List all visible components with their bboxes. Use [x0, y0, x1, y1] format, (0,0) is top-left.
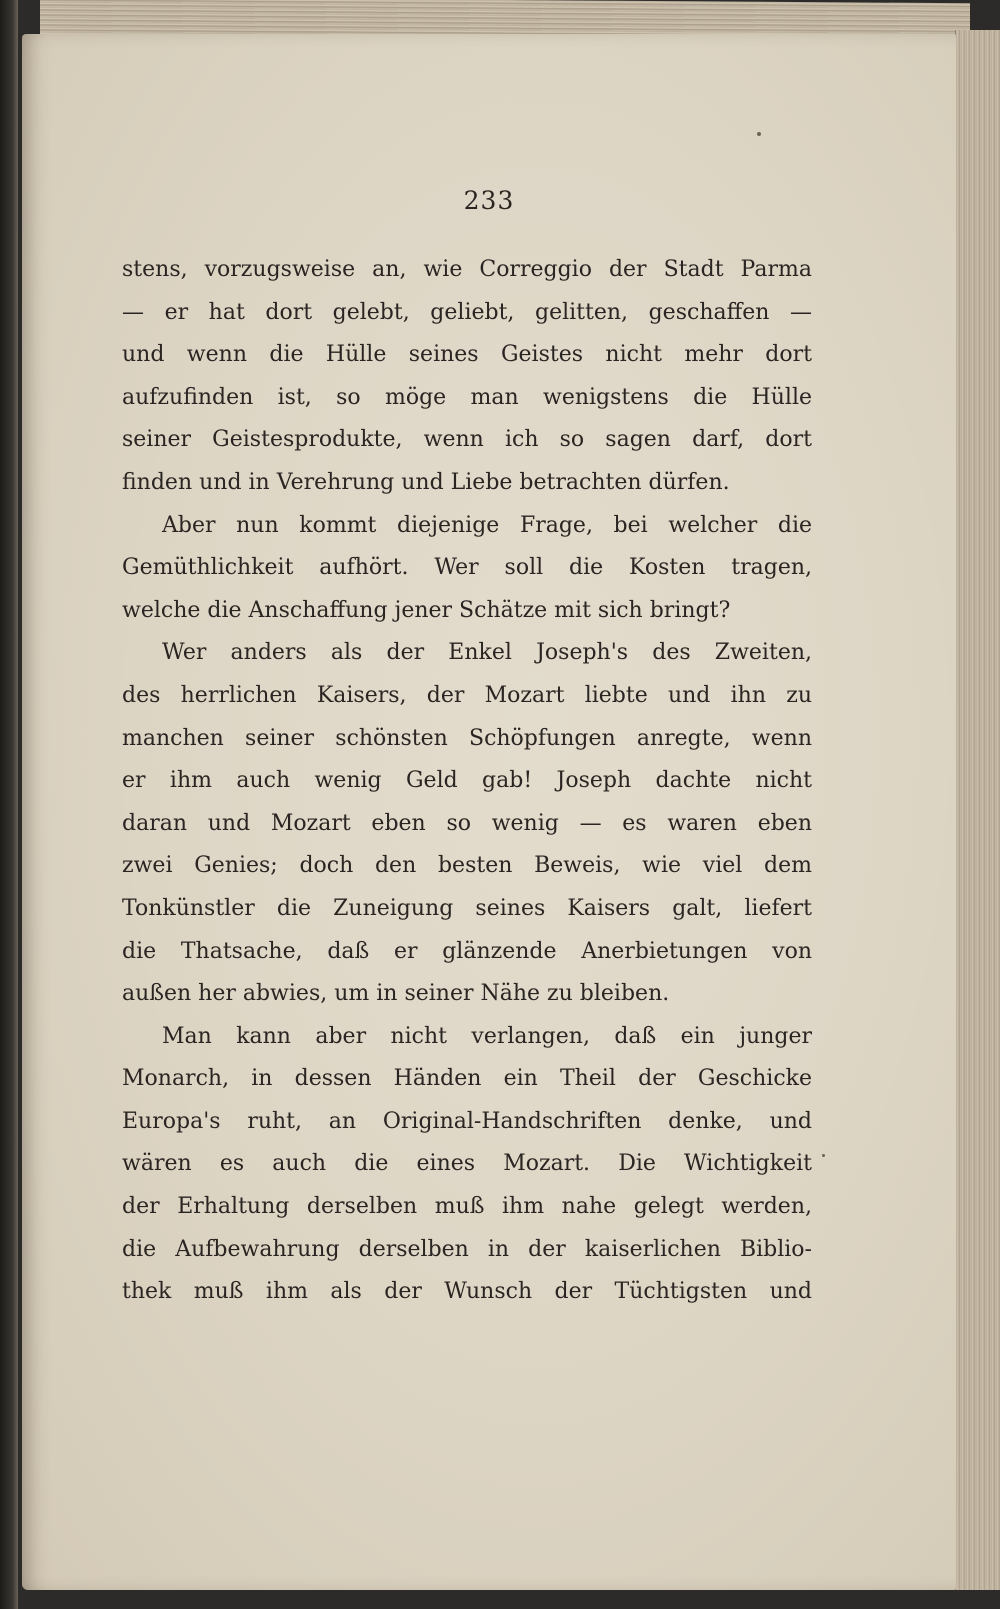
- text-line: die Thatsache, daß er glänzende Anerbietungen von: [122, 938, 812, 964]
- text-line: Europa's ruht, an Original-Handschriften denke, und: [122, 1108, 812, 1134]
- page-stack-right-edge: [955, 30, 1000, 1590]
- text-line: thek muß ihm als der Wunsch der Tüchtigsten und: [122, 1279, 812, 1305]
- text-line: daran und Mozart eben so wenig — es waren eben: [122, 810, 812, 836]
- text-line: die Aufbewahrung derselben in der kaiserlichen Biblio-: [122, 1236, 812, 1262]
- text-line: Tonkünstler die Zuneigung seines Kaisers galt, liefert: [122, 895, 812, 921]
- text-line: des herrlichen Kaisers, der Mozart liebte und ihn zu: [122, 682, 812, 708]
- text-line: der Erhaltung derselben muß ihm nahe gelegt werden,: [122, 1194, 812, 1220]
- text-line: Aber nun kommt diejenige Frage, bei welcher die: [162, 512, 812, 538]
- text-line: außen her abwies, um in seiner Nähe zu bleiben.: [122, 981, 670, 1007]
- book-binding-edge: [0, 0, 18, 1609]
- text-line: zwei Genies; doch den besten Beweis, wie viel dem: [122, 853, 812, 879]
- text-line: stens, vorzugsweise an, wie Correggio der Stadt Parma: [122, 257, 812, 282]
- text-line: finden und in Verehrung und Liebe betrachten dürfen.: [122, 469, 730, 495]
- paper-speck: [822, 1154, 825, 1157]
- text-line: Wer anders als der Enkel Joseph's des Zweiten,: [162, 640, 812, 666]
- text-line: manchen seiner schönsten Schöpfungen anregte, wenn: [122, 725, 812, 751]
- text-line: seiner Geistesprodukte, wenn ich so sagen darf, dort: [122, 427, 812, 453]
- book-page: [22, 34, 956, 1590]
- text-line: aufzufinden ist, so möge man wenigstens die Hülle: [122, 384, 812, 410]
- text-line: welche die Anschaffung jener Schätze mit sich bringt?: [122, 597, 731, 623]
- text-line: Gemüthlichkeit aufhört. Wer soll die Kosten tragen,: [122, 555, 812, 581]
- body-text: [122, 249, 812, 1314]
- text-line: und wenn die Hülle seines Geistes nicht mehr dort: [122, 342, 812, 368]
- text-line: Man kann aber nicht verlangen, daß ein junger: [162, 1023, 812, 1049]
- page-number: 233: [463, 186, 515, 215]
- text-line: er ihm auch wenig Geld gab! Joseph dachte nicht: [122, 768, 812, 794]
- text-line: wären es auch die eines Mozart. Die Wichtigkeit: [122, 1151, 812, 1177]
- text-line: — er hat dort gelebt, geliebt, gelitten, geschaffen —: [122, 299, 812, 325]
- paper-speck: [757, 132, 761, 136]
- text-line: Monarch, in dessen Händen ein Theil der Geschicke: [122, 1066, 812, 1092]
